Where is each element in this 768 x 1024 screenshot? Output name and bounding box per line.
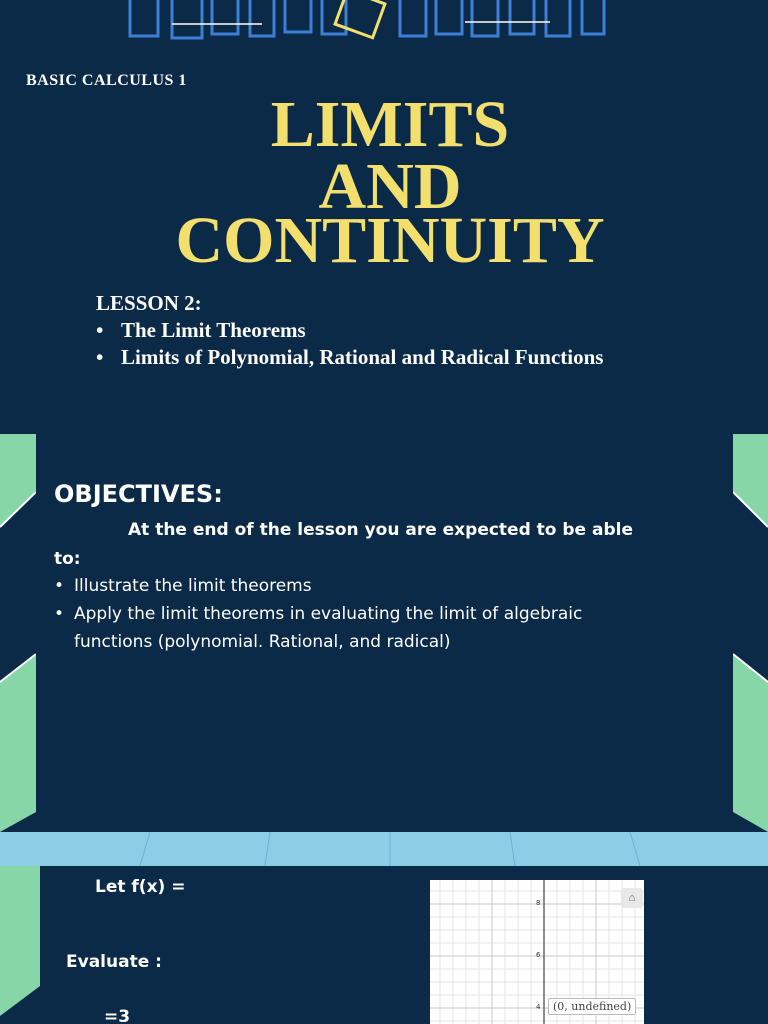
y-tick-label: 8: [536, 899, 541, 907]
lesson-block: [96, 290, 603, 371]
slide-example: [0, 866, 768, 1024]
y-tick-label: 6: [536, 951, 541, 959]
lesson-bullets: [96, 317, 603, 371]
title-line-3: CONTINUITY: [175, 204, 605, 277]
y-tick-label: 4: [536, 1003, 541, 1011]
course-label: BASIC CALCULUS 1: [26, 72, 187, 89]
result-value: =3: [104, 1007, 131, 1024]
let-label: Let f(x) =: [95, 877, 186, 897]
lesson-bullet: • Limits of Polynomial, Rational and Radical Functions: [96, 344, 603, 371]
lesson-bullet: • The Limit Theorems: [96, 317, 603, 344]
objectives-heading: OBJECTIVES:: [54, 480, 223, 508]
title-line-1: LIMITS: [270, 88, 510, 161]
home-icon[interactable]: ⌂: [621, 888, 643, 908]
objective-item: • Illustrate the limit theorems: [54, 572, 654, 600]
slide-title: [0, 0, 768, 432]
evaluate-label: Evaluate :: [66, 952, 162, 972]
objectives-list: [54, 572, 654, 656]
objective-item: • Apply the limit theorems in evaluating the limit of algebraic functions (polynomial. Rational, and radical): [54, 600, 654, 656]
function-graph[interactable]: [430, 880, 644, 1024]
lesson-label: LESSON 2:: [96, 291, 202, 315]
point-label: (0, undefined): [548, 998, 636, 1015]
title-line-2: AND: [318, 150, 462, 223]
wall-decoration: [0, 866, 40, 1024]
slide-objectives: [0, 432, 768, 866]
objectives-intro: At the end of the lesson you are expected to be able to:: [54, 520, 634, 569]
decorative-header-shapes: [0, 0, 768, 50]
